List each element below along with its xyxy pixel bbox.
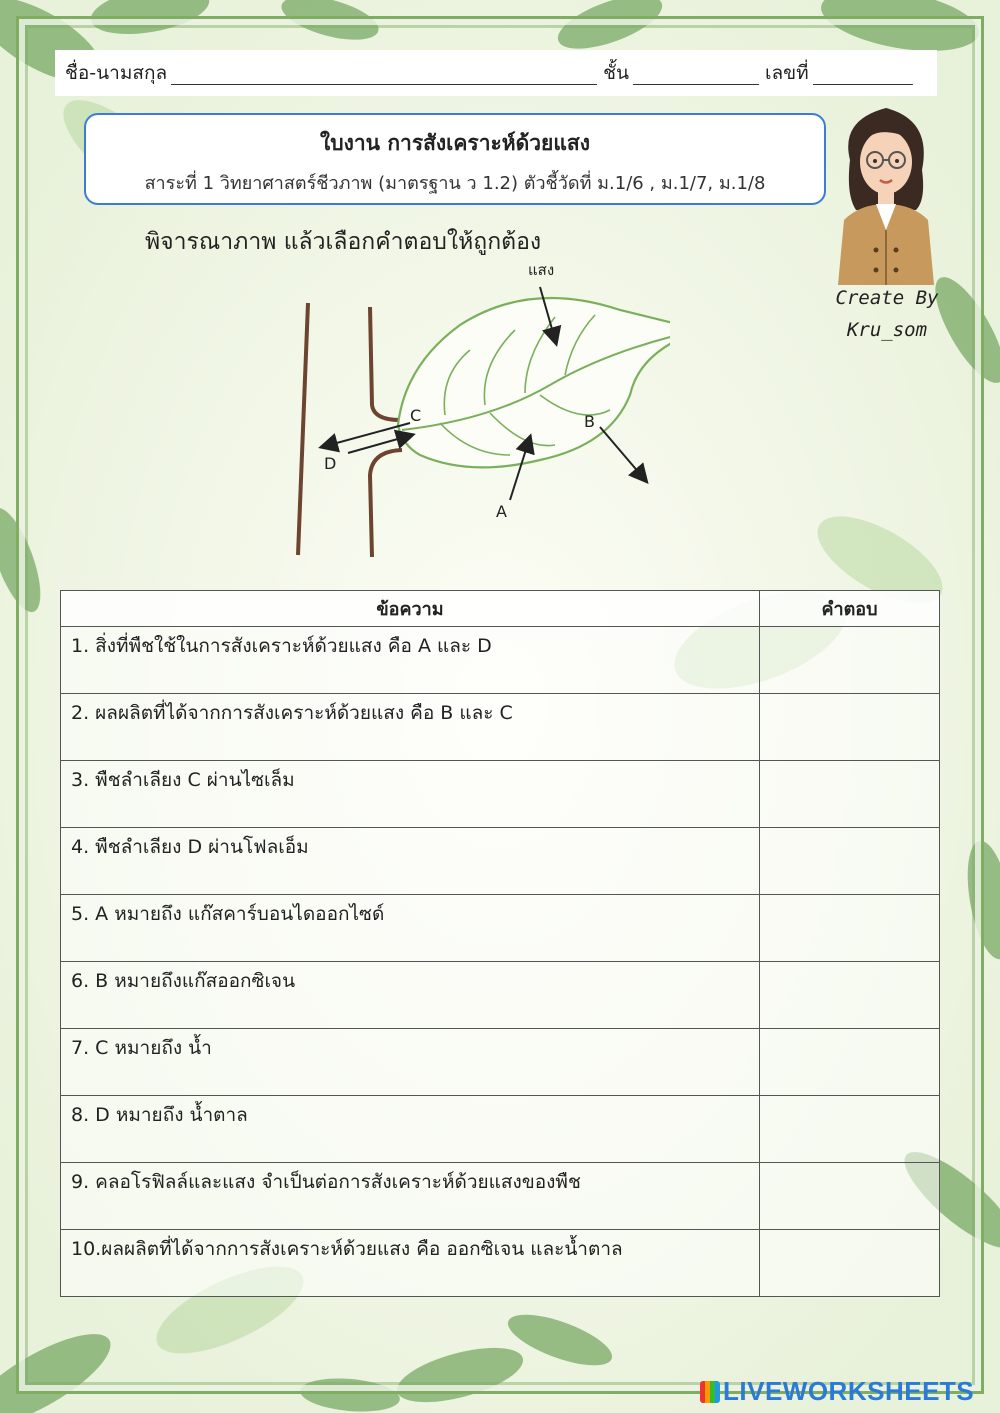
label-a: A (496, 502, 507, 521)
leaf-diagram (290, 255, 670, 565)
table-row (61, 1029, 940, 1096)
answer-cell-8[interactable] (760, 1096, 940, 1163)
label-b: B (584, 412, 595, 431)
answer-cell-5[interactable] (760, 895, 940, 962)
statement-4: 4. พืชลำเลียง D ผ่านโฟลเอ็ม (61, 828, 760, 895)
answer-cell-10[interactable] (760, 1230, 940, 1297)
table-row (61, 1163, 940, 1230)
answer-cell-7[interactable] (760, 1029, 940, 1096)
statement-7: 7. C หมายถึง น้ำ (61, 1029, 760, 1096)
live-icon (700, 1381, 720, 1403)
answer-cell-9[interactable] (760, 1163, 940, 1230)
statement-3: 3. พืชลำเลียง C ผ่านไซเล็ม (61, 761, 760, 828)
title-box (84, 113, 826, 205)
answer-cell-2[interactable] (760, 694, 940, 761)
answer-cell-6[interactable] (760, 962, 940, 1029)
statement-9: 9. คลอโรฟิลล์และแสง จำเป็นต่อการสังเคราะห์ด้วยแสงของพืช (61, 1163, 760, 1230)
statement-5: 5. A หมายถึง แก๊สคาร์บอนไดออกไซด์ (61, 895, 760, 962)
teacher-avatar (830, 100, 942, 285)
table-row (61, 761, 940, 828)
number-field[interactable] (813, 62, 913, 85)
table-row (61, 895, 940, 962)
leaf-blade (398, 298, 670, 467)
statement-column-header: ข้อความ (61, 591, 760, 627)
class-label: ชั้น (603, 62, 629, 84)
table-header-row (61, 591, 940, 627)
table-row (61, 1230, 940, 1297)
credit (822, 282, 952, 346)
name-label: ชื่อ-นามสกุล (65, 62, 168, 84)
class-field[interactable] (633, 62, 759, 85)
statement-table (60, 590, 940, 1297)
table-row (61, 627, 940, 694)
watermark-text: LIVEWORKSHEETS (723, 1376, 975, 1406)
statement-2: 2. ผลผลิตที่ได้จากการสังเคราะห์ด้วยแสง คือ B และ C (61, 694, 760, 761)
liveworksheets-logo (700, 1376, 974, 1407)
statement-10: 10.ผลผลิตที่ได้จากการสังเคราะห์ด้วยแสง คือ ออกซิเจน และน้ำตาล (61, 1230, 760, 1297)
label-light: แสง (528, 261, 555, 279)
table-row (61, 962, 940, 1029)
table-row (61, 828, 940, 895)
label-d: D (324, 454, 337, 473)
statement-1: 1. สิ่งที่พืชใช้ในการสังเคราะห์ด้วยแสง คือ A และ D (61, 627, 760, 694)
number-label: เลขที่ (764, 62, 809, 84)
statement-8: 8. D หมายถึง น้ำตาล (61, 1096, 760, 1163)
answer-cell-1[interactable] (760, 627, 940, 694)
answer-cell-4[interactable] (760, 828, 940, 895)
instruction-text: พิจารณาภาพ แล้วเลือกคำตอบให้ถูกต้อง (145, 229, 542, 255)
worksheet-subtitle: สาระที่ 1 วิทยาศาสตร์ชีวภาพ (มาตรฐาน ว 1.2) ตัวชี้วัดที่ ม.1/6 , ม.1/7, ม.1/8 (144, 173, 766, 194)
student-info-bar (55, 50, 937, 96)
statement-6: 6. B หมายถึงแก๊สออกซิเจน (61, 962, 760, 1029)
table-row (61, 1096, 940, 1163)
worksheet-title: ใบงาน การสังเคราะห์ด้วยแสง (320, 131, 590, 155)
credit-line-1: Create By (835, 287, 939, 309)
table-row (61, 694, 940, 761)
label-c: C (410, 406, 422, 425)
answer-column-header: คำตอบ (760, 591, 940, 627)
answer-cell-3[interactable] (760, 761, 940, 828)
credit-line-2: Kru_som (846, 319, 928, 341)
name-field[interactable] (171, 62, 597, 85)
